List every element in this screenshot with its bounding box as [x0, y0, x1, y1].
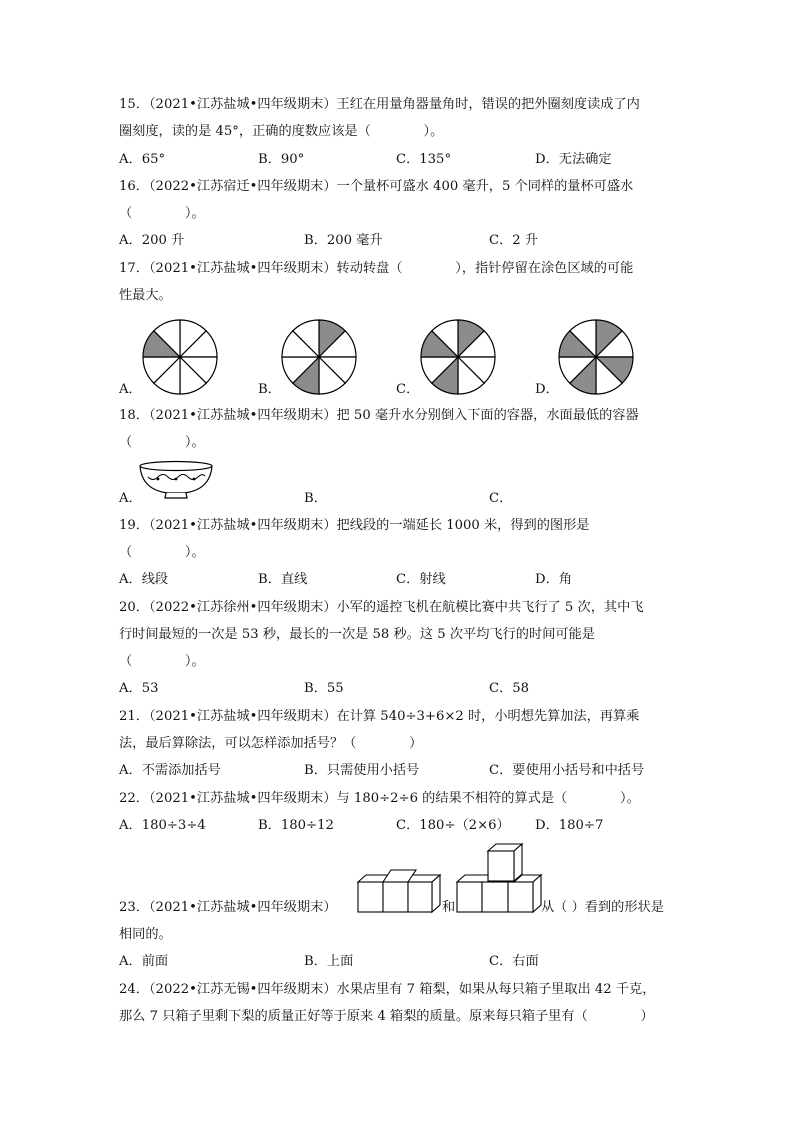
- q23-line-1-end: 从（ ）看到的形状是: [541, 900, 664, 915]
- q20-line-3: （ ）。: [119, 654, 205, 669]
- q23-line-1: 23．（2021•江苏盐城•四年级期末）: [119, 900, 337, 915]
- q20-option-c[interactable]: C．58: [489, 681, 530, 696]
- q19-option-d[interactable]: D．角: [535, 572, 572, 587]
- q23-option-c[interactable]: C．右面: [489, 954, 539, 969]
- q24-line-2: 那么 7 只箱子里剩下梨的质量正好等于原来 4 箱梨的质量。原来每只箱子里有（ ）: [119, 1009, 654, 1024]
- q22-option-d[interactable]: D．180÷7: [535, 818, 604, 833]
- q19-line-1: 19．（2021•江苏盐城•四年级期末）把线段的一端延长 1000 米，得到的图形是: [119, 518, 590, 533]
- q20-line-2: 行时间最短的一次是 53 秒，最长的一次是 58 秒。这 5 次平均飞行的时间可能是: [119, 627, 595, 642]
- q18-option-a[interactable]: A．: [119, 491, 142, 506]
- q17-line-1: 17．（2021•江苏盐城•四年级期末）转动转盘（ ），指针停留在涂色区域的可能: [119, 261, 634, 276]
- q19-option-a[interactable]: A．线段: [119, 572, 169, 587]
- q15-line-2: 圈刻度，读的是 45°，正确的度数应该是（ ）。: [119, 124, 444, 139]
- q19-line-2: （ ）。: [119, 545, 205, 560]
- q19-option-c[interactable]: C．射线: [396, 572, 446, 587]
- q17-option-c[interactable]: C．: [396, 382, 420, 397]
- q23-line-2: 相同的。: [119, 927, 172, 942]
- q21-option-a[interactable]: A．不需添加括号: [119, 763, 221, 778]
- q23-connector-text: 和: [442, 900, 456, 915]
- q18-line-2: （ ）。: [119, 435, 205, 450]
- q21-option-b[interactable]: B．只需使用小括号: [304, 763, 420, 778]
- q22-option-c[interactable]: C．180÷（2×6）: [396, 818, 510, 833]
- q19-option-b[interactable]: B．直线: [258, 572, 308, 587]
- q17-option-d[interactable]: D．: [535, 382, 559, 397]
- q18-option-c[interactable]: C．: [489, 491, 513, 506]
- q23-option-b[interactable]: B．上面: [304, 954, 354, 969]
- cube-figure-2-image: [455, 843, 543, 914]
- q24-line-1: 24．（2022•江苏无锡•四年级期末）水果店里有 7 箱梨，如果从每只箱子里取出 42 千克，: [119, 982, 656, 997]
- q16-option-c[interactable]: C．2 升: [489, 233, 539, 248]
- q18-line-1: 18．（2021•江苏盐城•四年级期末）把 50 毫升水分别倒入下面的容器，水面最低的容器: [119, 408, 639, 423]
- q22-option-b[interactable]: B．180÷12: [258, 818, 334, 833]
- q20-option-b[interactable]: B．55: [304, 681, 344, 696]
- q16-line-1: 16．（2022•江苏宿迁•四年级期末）一个量杯可盛水 400 毫升，5 个同样的量杯可盛水: [119, 179, 634, 194]
- q18-option-b[interactable]: B．: [304, 491, 327, 506]
- q15-option-c[interactable]: C．135°: [396, 152, 452, 167]
- q16-option-b[interactable]: B．200 毫升: [304, 233, 383, 248]
- q15-option-b[interactable]: B．90°: [258, 152, 305, 167]
- q22-option-a[interactable]: A．180÷3÷4: [119, 818, 206, 833]
- q22-line-1: 22．（2021•江苏盐城•四年级期末）与 180÷2÷6 的结果不相符的算式是（ ）。: [119, 791, 640, 806]
- q21-option-c[interactable]: C．要使用小括号和中括号: [489, 763, 645, 778]
- q15-line-1: 15．（2021•江苏盐城•四年级期末）王红在用量角器量角时，错误的把外圈刻度读成了内: [119, 97, 640, 112]
- q17-option-a[interactable]: A．: [119, 382, 142, 397]
- spinner-b-image: [279, 317, 359, 397]
- q20-option-a[interactable]: A．53: [119, 681, 159, 696]
- spinner-a-image: [140, 317, 220, 397]
- q20-line-1: 20．（2022•江苏徐州•四年级期末）小军的遥控飞机在航模比赛中共飞行了 5 次，其中飞: [119, 600, 644, 615]
- q16-line-2: （ ）。: [119, 206, 205, 221]
- q17-option-b[interactable]: B．: [258, 382, 281, 397]
- q16-option-a[interactable]: A．200 升: [119, 233, 185, 248]
- q15-option-a[interactable]: A．65°: [119, 152, 166, 167]
- spinner-c-image: [418, 317, 498, 397]
- q15-option-d[interactable]: D．无法确定: [535, 152, 612, 167]
- spinner-d-image: [556, 317, 636, 397]
- q23-option-a[interactable]: A．前面: [119, 954, 169, 969]
- q21-line-2: 法，最后算除法，可以怎样添加括号？（ ）: [119, 736, 423, 751]
- q17-line-2: 性最大。: [119, 288, 172, 303]
- cube-figure-1-image: [356, 868, 442, 914]
- q21-line-1: 21．（2021•江苏盐城•四年级期末）在计算 540÷3+6×2 时，小明想先算加法，再算乘: [119, 709, 640, 724]
- bowl-image: [138, 460, 214, 500]
